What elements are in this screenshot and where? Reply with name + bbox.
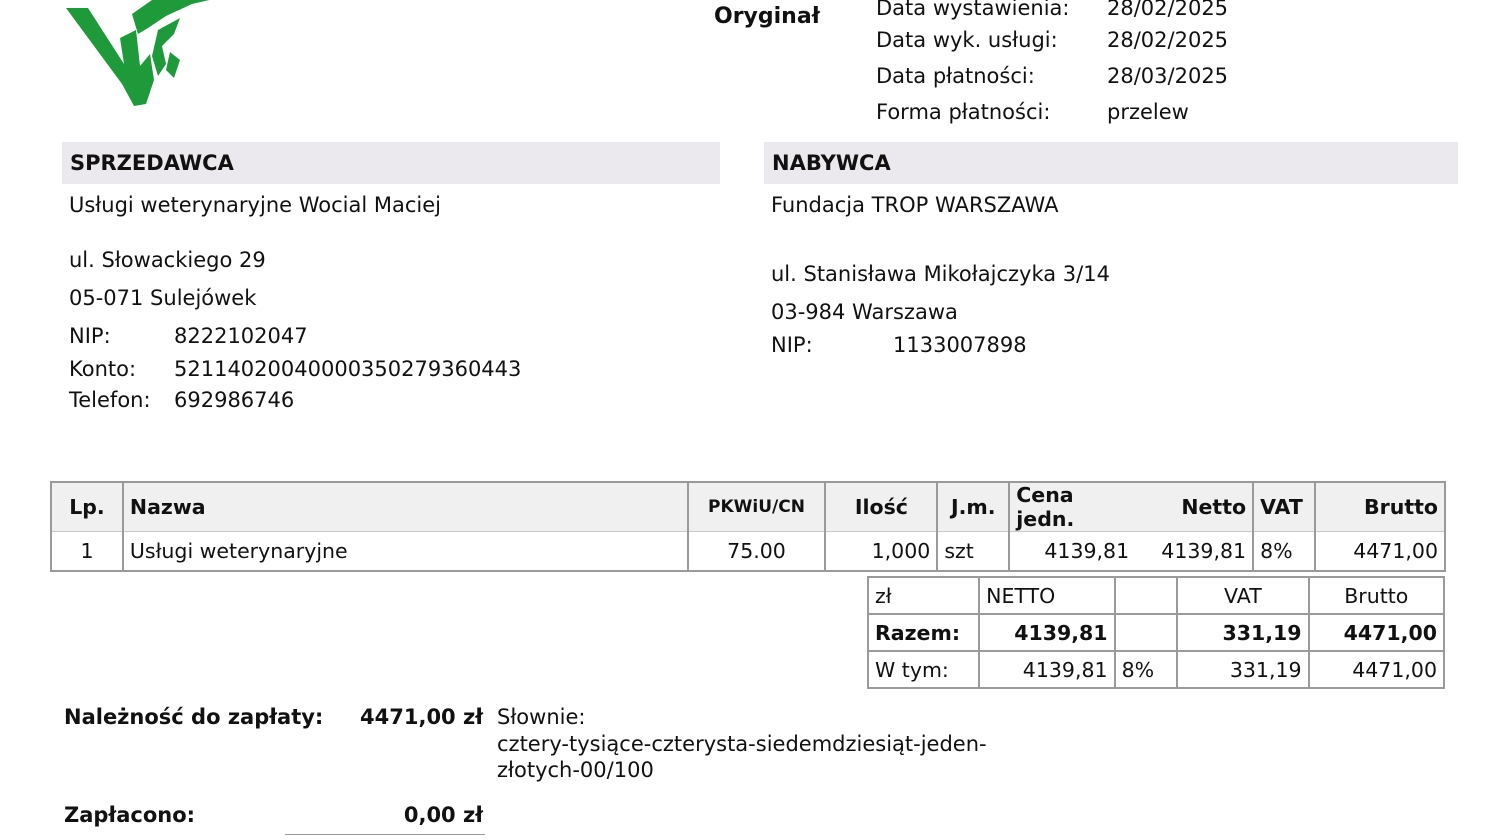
summary-incl-row — [868, 651, 1444, 688]
col-unit: J.m. — [937, 482, 1009, 532]
seller-nip-label: NIP: — [69, 324, 111, 348]
amount-words-line2: złotych-00/100 — [497, 758, 654, 782]
buyer-heading: NABYWCA — [764, 142, 1458, 184]
buyer-street: ul. Stanisława Mikołajczyka 3/14 — [771, 262, 1110, 286]
company-logo — [62, 0, 222, 112]
item-unit: szt — [937, 532, 1009, 572]
col-pkwiu: PKWiU/CN — [688, 482, 826, 532]
paid-label: Zapłacono: — [64, 803, 196, 827]
summary-brutto-label: Brutto — [1309, 577, 1444, 614]
buyer-nip-label: NIP: — [771, 333, 813, 357]
seller-account: 52114020040000350279360443 — [174, 357, 522, 381]
summary-incl-label: W tym: — [868, 651, 979, 688]
vat-summary-table — [867, 576, 1445, 689]
items-header-row — [51, 482, 1445, 532]
summary-incl-rate: 8% — [1115, 651, 1178, 688]
seller-name: Usługi weterynaryjne Wocial Maciej — [69, 193, 441, 217]
item-name: Usługi weterynaryjne — [123, 532, 688, 572]
seller-street: ul. Słowackiego 29 — [69, 248, 266, 272]
payment-date-label: Data płatności: — [876, 64, 1035, 88]
service-date-label: Data wyk. usługi: — [876, 28, 1058, 52]
summary-total-vat: 331,19 — [1177, 614, 1308, 651]
col-name: Nazwa — [123, 482, 688, 532]
col-qty: Ilość — [825, 482, 937, 532]
col-gross: Brutto — [1315, 482, 1445, 532]
issue-date-label: Data wystawienia: — [876, 0, 1070, 20]
buyer-nip: 1133007898 — [893, 333, 1027, 357]
item-pkwiu: 75.00 — [688, 532, 826, 572]
service-date-value: 28/02/2025 — [1107, 28, 1229, 52]
col-unit-price: Cena jedn. — [1009, 482, 1135, 532]
item-vat: 8% — [1253, 532, 1315, 572]
amount-words-line1: cztery-tysiące-czterysta-siedemdziesiąt-jeden- — [497, 732, 987, 756]
item-gross: 4471,00 — [1315, 532, 1445, 572]
seller-city: 05-071 Sulejówek — [69, 286, 257, 310]
paid-underline — [285, 834, 485, 835]
buyer-name: Fundacja TROP WARSZAWA — [771, 193, 1059, 217]
summary-incl-brutto: 4471,00 — [1309, 651, 1444, 688]
seller-heading: SPRZEDAWCA — [62, 142, 720, 184]
item-net: 4139,81 — [1135, 532, 1253, 572]
seller-nip: 8222102047 — [174, 324, 308, 348]
summary-netto-label: NETTO — [979, 577, 1114, 614]
summary-header-row — [868, 577, 1444, 614]
amount-words-label: Słownie: — [497, 705, 586, 729]
item-unit-price: 4139,81 — [1009, 532, 1135, 572]
amount-due-value: 4471,00 zł — [360, 705, 483, 729]
summary-incl-vat: 331,19 — [1177, 651, 1308, 688]
item-lp: 1 — [51, 532, 123, 572]
col-lp: Lp. — [51, 482, 123, 532]
seller-account-label: Konto: — [69, 357, 137, 381]
payment-method-label: Forma płatności: — [876, 100, 1051, 124]
items-table — [50, 481, 1446, 572]
table-row — [51, 532, 1445, 572]
summary-total-netto: 4139,81 — [979, 614, 1114, 651]
summary-total-rate-blank — [1115, 614, 1178, 651]
payment-date-value: 28/03/2025 — [1107, 64, 1229, 88]
summary-total-row — [868, 614, 1444, 651]
paid-value: 0,00 zł — [403, 803, 483, 827]
summary-incl-netto: 4139,81 — [979, 651, 1114, 688]
amount-due-label: Należność do zapłaty: — [64, 705, 324, 729]
summary-total-brutto: 4471,00 — [1309, 614, 1444, 651]
summary-currency: zł — [868, 577, 979, 614]
document-copy-label: Oryginał — [714, 4, 820, 29]
seller-phone: 692986746 — [174, 388, 295, 412]
seller-phone-label: Telefon: — [69, 388, 151, 412]
col-vat: VAT — [1253, 482, 1315, 532]
summary-vat-label: VAT — [1177, 577, 1308, 614]
buyer-city: 03-984 Warszawa — [771, 300, 958, 324]
summary-rate-blank — [1115, 577, 1178, 614]
payment-method-value: przelew — [1107, 100, 1189, 124]
summary-total-label: Razem: — [868, 614, 979, 651]
item-qty: 1,000 — [825, 532, 937, 572]
col-net: Netto — [1135, 482, 1253, 532]
issue-date-value: 28/02/2025 — [1107, 0, 1229, 20]
